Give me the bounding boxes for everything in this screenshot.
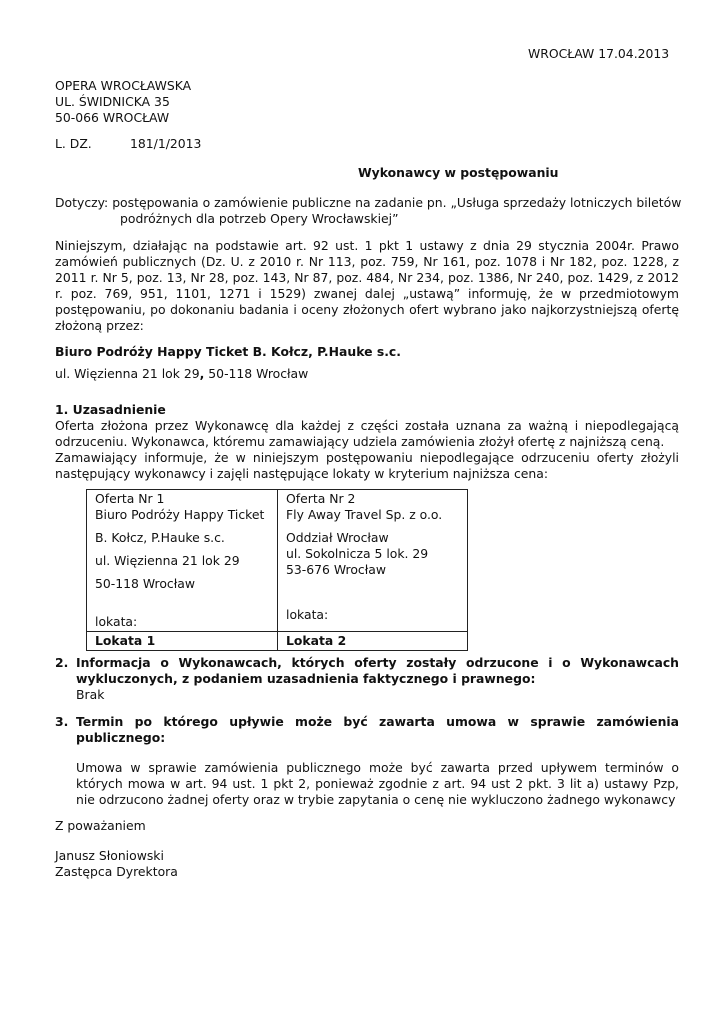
section-rejected: [55, 655, 679, 703]
sender-line: OPERA WROCŁAWSKA: [55, 78, 192, 93]
winner-address-city: 50-118 Wrocław: [204, 366, 309, 381]
reference-value: 181/1/2013: [130, 136, 202, 151]
sender-block: [55, 78, 191, 126]
section-2-number: 2.: [55, 655, 69, 670]
offer-1-lokata: Lokata 1: [87, 632, 278, 651]
subject-line-1: postępowania o zamówienie publiczne na zadanie pn. „Usługa sprzedaży lotniczych biletów: [112, 195, 682, 210]
reference-label: L. DZ.: [55, 136, 92, 151]
offer-2-lokata-label: lokata:: [286, 607, 329, 622]
offer-1-line: 50-118 Wrocław: [95, 576, 195, 591]
offer-1-line: Biuro Podróży Happy Ticket: [95, 507, 265, 522]
offer-2-number: Oferta Nr 2: [286, 491, 356, 506]
sender-line: UL. ŚWIDNICKA 35: [55, 94, 170, 109]
letter-date: WROCŁAW 17.04.2013: [528, 46, 670, 61]
section-2-title: Informacja o Wykonawcach, których oferty zostały odrzucone i o Wykonawcach wykluczonych, z podaniem uzasadnienia faktycznego i prawnego:: [76, 655, 679, 686]
section-justification: [55, 402, 679, 482]
table-row: [87, 490, 468, 632]
section-1-title: 1. Uzasadnienie: [55, 402, 166, 417]
offer-1-cell: [87, 490, 278, 632]
offer-2-line: 53-676 Wrocław: [286, 562, 386, 577]
section-2-body: Brak: [76, 687, 105, 702]
winner-address-separator: ,: [199, 366, 205, 381]
offer-1-line: B. Kołcz, P.Hauke s.c.: [95, 530, 225, 545]
table-row: [87, 632, 468, 651]
section-3-number: 3.: [55, 714, 69, 729]
subject-label: Dotyczy:: [55, 195, 109, 210]
offer-2-line: Oddział Wrocław: [286, 530, 389, 545]
winner-name: Biuro Podróży Happy Ticket B. Kołcz, P.Hauke s.c.: [55, 344, 401, 359]
signatory-position: Zastępca Dyrektora: [55, 864, 178, 879]
section-1-paragraph-1: Oferta złożona przez Wykonawcę dla każdej z części została uznana za ważną i niepodlegającą odrzuceniu. Wykonawca, któremu zamawiający udziela zamówienia złożył ofertę z najniższą ceną.: [55, 418, 679, 449]
section-3-title: Termin po którego upływie może być zawarta umowa w sprawie zamówienia publicznego:: [76, 714, 679, 745]
offer-2-lokata: Lokata 2: [278, 632, 468, 651]
winner-address-street: ul. Więzienna 21 lok 29: [55, 366, 200, 381]
offer-2-cell: [278, 490, 468, 632]
subject-line-2: podróżnych dla potrzeb Opery Wrocławskiej”: [120, 211, 399, 226]
section-3-body: Umowa w sprawie zamówienia publicznego może być zawarta przed upływem terminów o których mowa w art. 94 ust. 1 pkt 2, ponieważ zgodnie z art. 94 ust 2 pkt. 3 lit a) ustawy Pzp, nie odrzucono żadnej oferty oraz w trybie zapytania o cenę nie wykluczono żadnego wykonawcy: [76, 760, 679, 807]
signature-block: [55, 848, 178, 880]
section-contract-term: [55, 714, 679, 808]
reference-number: [55, 136, 355, 152]
intro-paragraph: Niniejszym, działając na podstawie art. 92 ust. 1 pkt 1 ustawy z dnia 29 stycznia 2004r. Prawo zamówień publicznych (Dz. U. z 2010 r. Nr 113, poz. 759, Nr 161, poz. 1078 i Nr 182, poz. 1228, z 2011 r. Nr 5, poz. 13, Nr 28, poz. 143, Nr 87, poz. 484, Nr 234, poz. 1386, Nr 240, poz. 1429, z 2012 r. poz. 769, 951, 1101, 1271 i 1529) zwanej dalej „ustawą” informuję, że w przedmiotowym postępowaniu, po dokonaniu badania i oceny złożonych ofert wybrano jako najkorzystniejszą ofertę złożoną przez:: [55, 238, 679, 333]
closing-greeting: Z poważaniem: [55, 818, 146, 833]
offer-1-line: ul. Więzienna 21 lok 29: [95, 553, 240, 568]
signatory-name: Janusz Słoniowski: [55, 848, 164, 863]
sender-line: 50-066 WROCŁAW: [55, 110, 170, 125]
recipient: Wykonawcy w postępowaniu: [358, 165, 559, 180]
subject-block: [55, 195, 685, 227]
offer-2-line: Fly Away Travel Sp. z o.o.: [286, 507, 443, 522]
offer-2-line: ul. Sokolnicza 5 lok. 29: [286, 546, 429, 561]
offer-1-lokata-label: lokata:: [95, 614, 138, 629]
offer-1-number: Oferta Nr 1: [95, 491, 165, 506]
offers-table: [86, 489, 468, 651]
winner-address: [55, 366, 308, 381]
section-1-paragraph-2: Zamawiający informuje, że w niniejszym postępowaniu niepodlegające odrzuceniu oferty złożyli następujący wykonawcy i zajęli następujące lokaty w kryterium najniższa cena:: [55, 450, 679, 481]
